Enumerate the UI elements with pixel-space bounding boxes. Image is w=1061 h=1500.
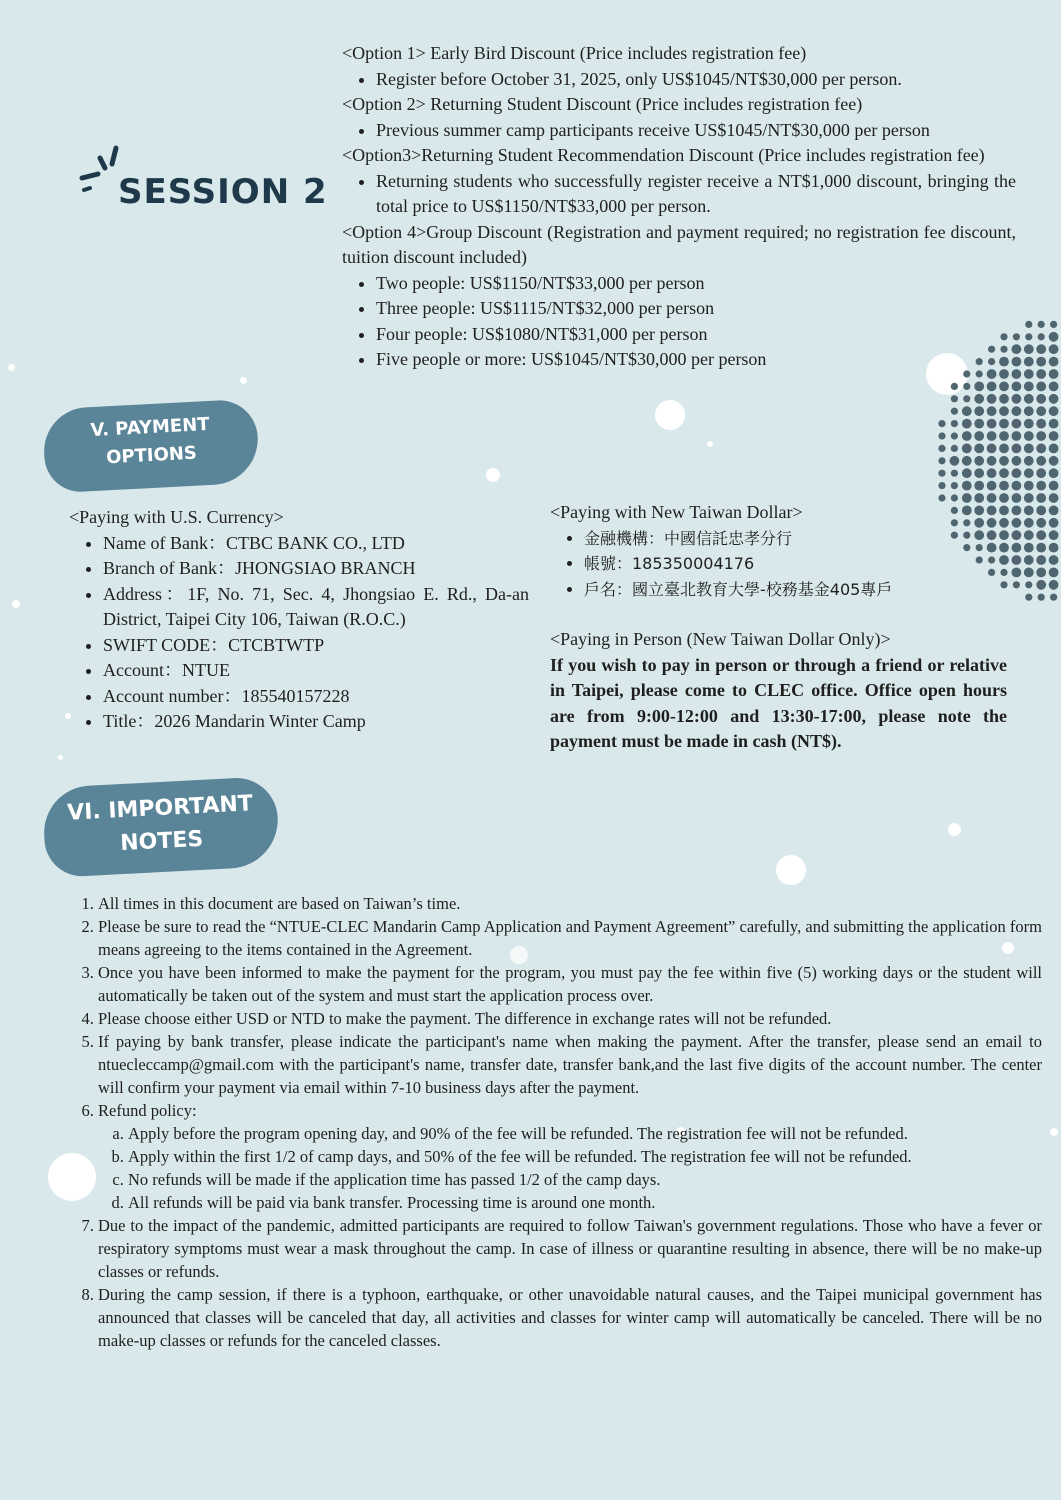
- decorative-bubble: [948, 823, 961, 836]
- pay-in-person-text: If you wish to pay in person or through a friend or relative in Taipei, please come to CLEC office. Office open hours are from 9:00-12:00 and 13:30-17:00, please note the payment must be made in cash (NT$).: [550, 654, 1007, 751]
- heading-line: OPTIONS: [105, 442, 198, 469]
- payment-options-heading: [42, 398, 260, 493]
- option-3-heading: <Option3>Returning Student Recommendation Discount (Price includes registration fee): [342, 145, 985, 165]
- decorative-dot: [1024, 431, 1034, 441]
- ntd-heading: <Paying with New Taiwan Dollar>: [550, 502, 803, 522]
- decorative-dot: [1036, 456, 1046, 466]
- decorative-dot: [974, 456, 984, 466]
- decorative-dot: [1036, 481, 1046, 491]
- list-item: • 帳號：185350004176: [584, 551, 1020, 577]
- decorative-dot: [974, 444, 984, 454]
- list-item: • Name of Bank：CTBC BANK CO., LTD: [103, 531, 529, 557]
- decorative-dot: [1024, 555, 1034, 565]
- decorative-dot: [951, 408, 958, 415]
- decorative-dot: [962, 468, 972, 478]
- decorative-dot: [999, 419, 1009, 429]
- decorative-dot: [1012, 481, 1022, 491]
- decorative-dot: [938, 445, 945, 452]
- decorative-dot: [1049, 481, 1059, 491]
- list-item: 8. During the camp session, if there is a typhoon, earthquake, or other unavoidable natural causes, and the Taipei municipal government has announced that classes will be canceled that day, all activities and classes for winter camp will automatically be canceled. There will be no make-up classes or refunds for the canceled classes.: [98, 1283, 1042, 1352]
- decorative-dot: [963, 395, 970, 402]
- list-item: • SWIFT CODE：CTCBTWTP: [103, 633, 529, 659]
- pay-in-person-heading: <Paying in Person (New Taiwan Dollar Only)>: [550, 629, 891, 649]
- refund-policy-list: [98, 1122, 1042, 1214]
- decorative-dot: [1025, 581, 1032, 588]
- decorative-dot: [1012, 406, 1022, 416]
- decorative-dot: [938, 420, 945, 427]
- decorative-bubble: [655, 400, 685, 430]
- decorative-dot: [1049, 530, 1059, 540]
- decorative-dot: [1036, 369, 1046, 379]
- decorative-dot: [1025, 594, 1032, 601]
- decorative-dot: [1049, 419, 1059, 429]
- option-1-heading: <Option 1> Early Bird Discount (Price includes registration fee): [342, 43, 807, 63]
- decorative-dot: [1024, 493, 1034, 503]
- option-2-heading: <Option 2> Returning Student Discount (Price includes registration fee): [342, 94, 863, 114]
- pay-in-person-info: [550, 627, 1007, 755]
- decorative-dot: [1050, 321, 1057, 328]
- decorative-dot: [1024, 568, 1034, 578]
- decorative-bubble: [12, 600, 20, 608]
- decorative-dot: [999, 394, 1009, 404]
- decorative-dot: [974, 419, 984, 429]
- decorative-dot: [1049, 580, 1059, 590]
- decorative-dot: [1025, 321, 1032, 328]
- decorative-dot: [999, 444, 1009, 454]
- decorative-dot: [1036, 406, 1046, 416]
- decorative-dot: [1024, 506, 1034, 516]
- decorative-dot: [999, 468, 1009, 478]
- decorative-dot: [962, 456, 972, 466]
- list-item: 4. Please choose either USD or NTD to make the payment. The difference in exchange rates will not be refunded.: [98, 1007, 1042, 1030]
- decorative-dot: [1049, 568, 1059, 578]
- option-3-list: [342, 169, 1016, 220]
- decorative-dot: [1024, 543, 1034, 553]
- decorative-dot: [1049, 431, 1059, 441]
- decorative-dot: [951, 470, 958, 477]
- list-item: d. All refunds will be paid via bank transfer. Processing time is around one month.: [128, 1191, 1042, 1214]
- decorative-dot: [951, 395, 958, 402]
- decorative-dot: [1024, 394, 1034, 404]
- decorative-dot: [974, 431, 984, 441]
- decorative-dot: [1024, 344, 1034, 354]
- decorative-dot: [1036, 555, 1046, 565]
- decorative-dot: [987, 406, 997, 416]
- decorative-dot: [1024, 419, 1034, 429]
- list-item: c. No refunds will be made if the application time has passed 1/2 of the camp days.: [128, 1168, 1042, 1191]
- decorative-dot: [1024, 530, 1034, 540]
- decorative-dot: [951, 432, 958, 439]
- decorative-dot: [1050, 594, 1057, 601]
- decorative-bubble: [1050, 1128, 1058, 1136]
- decorative-dot: [1049, 394, 1059, 404]
- option-4-list: [342, 271, 1016, 373]
- list-item: 3. Once you have been informed to make the payment for the program, you must pay the fee within five (5) working days or the student will automatically be taken out of the system and must start the application process over.: [98, 961, 1042, 1007]
- decorative-dot: [1049, 493, 1059, 503]
- decorative-dot: [987, 419, 997, 429]
- decorative-dot: [962, 406, 972, 416]
- decorative-dot: [951, 420, 958, 427]
- decorative-bubble: [776, 855, 806, 885]
- decorative-bubble: [240, 377, 247, 384]
- decorative-dot: [938, 470, 945, 477]
- ntd-payment-info: [550, 500, 1020, 602]
- list-item: 5. If paying by bank transfer, please indicate the participant's name when making the payment. After the transfer, please send an email to ntuecleccamp@gmail.com with the participant's name, transfer date, transfer bank,and the last five digits of the account number. The center will confirm your payment via email within 7-10 business days after the payment.: [98, 1030, 1042, 1099]
- list-item: • Register before October 31, 2025, only US$1045/NT$30,000 per person.: [376, 67, 1016, 93]
- decorative-dot: [1024, 406, 1034, 416]
- decorative-dot: [1012, 444, 1022, 454]
- decorative-dot: [962, 444, 972, 454]
- session-title: SESSION 2: [118, 172, 328, 212]
- list-item: • Five people or more: US$1045/NT$30,000 per person: [376, 347, 1016, 373]
- important-notes-list: [78, 892, 1042, 1352]
- decorative-dot: [1049, 543, 1059, 553]
- refund-policy-label: Refund policy:: [98, 1101, 197, 1120]
- decorative-dot: [1038, 333, 1045, 340]
- decorative-dot: [1012, 431, 1022, 441]
- decorative-dot: [1049, 468, 1059, 478]
- list-item: • Account：NTUE: [103, 658, 529, 684]
- decorative-dot: [1012, 419, 1022, 429]
- decorative-dot: [1049, 444, 1059, 454]
- decorative-dot: [999, 456, 1009, 466]
- decorative-dot: [1036, 419, 1046, 429]
- list-item: a. Apply before the program opening day, and 90% of the fee will be refunded. The registration fee will not be refunded.: [128, 1122, 1042, 1145]
- decorative-dot: [974, 382, 984, 392]
- decorative-dot: [999, 431, 1009, 441]
- decorative-dot: [938, 457, 945, 464]
- list-item: • Previous summer camp participants receive US$1045/NT$30,000 per person: [376, 118, 1016, 144]
- decorative-dot: [987, 468, 997, 478]
- option-2-list: [342, 118, 1016, 144]
- list-item: • Address：1F, No. 71, Sec. 4, Jhongsiao E. Rd., Da-an District, Taipei City 106, Taiwan (R.O.C.): [103, 582, 529, 633]
- decorative-dot: [1036, 518, 1046, 528]
- list-item: b. Apply within the first 1/2 of camp days, and 50% of the fee will be refunded. The registration fee will not be refunded.: [128, 1145, 1042, 1168]
- decorative-dot: [951, 383, 958, 390]
- decorative-dot: [1024, 357, 1034, 367]
- decorative-dot: [1036, 431, 1046, 441]
- decorative-dot: [1036, 444, 1046, 454]
- heading-line: V. PAYMENT: [90, 413, 211, 442]
- decorative-dot: [1036, 493, 1046, 503]
- list-item: 7. Due to the impact of the pandemic, admitted participants are required to follow Taiwan's government regulations. Those who have a fever or respiratory symptoms must wear a mask throughout the camp. In case of illness or quarantine resulting in absence, there will be no make-up classes or refunds.: [98, 1214, 1042, 1283]
- decorative-dot: [1025, 333, 1032, 340]
- decorative-dot: [1036, 382, 1046, 392]
- decorative-dot: [950, 456, 960, 466]
- decorative-dot: [962, 481, 972, 491]
- decorative-dot: [1036, 580, 1046, 590]
- ntd-details-list: [550, 526, 1020, 603]
- decorative-dot: [1036, 344, 1046, 354]
- decorative-dot: [999, 481, 1009, 491]
- decorative-bubble: [707, 441, 713, 447]
- decorative-dot: [974, 481, 984, 491]
- decorative-dot: [1024, 468, 1034, 478]
- decorative-dot: [987, 456, 997, 466]
- decorative-dot: [1012, 456, 1022, 466]
- decorative-dot: [987, 481, 997, 491]
- decorative-dot: [1036, 506, 1046, 516]
- decorative-dot: [1024, 444, 1034, 454]
- decorative-dot: [962, 419, 972, 429]
- decorative-dot: [1024, 456, 1034, 466]
- list-item: • Title：2026 Mandarin Winter Camp: [103, 709, 529, 735]
- decorative-dot: [1049, 406, 1059, 416]
- list-item: • Returning students who successfully register receive a NT$1,000 discount, bringing the total price to US$1150/NT$33,000 per person.: [376, 169, 1016, 220]
- usd-details-list: [69, 531, 529, 735]
- decorative-dot: [963, 383, 970, 390]
- decorative-dot: [974, 394, 984, 404]
- list-item: • Two people: US$1150/NT$33,000 per person: [376, 271, 1016, 297]
- usd-heading: <Paying with U.S. Currency>: [69, 507, 284, 527]
- decorative-dot: [1012, 382, 1022, 392]
- decorative-dot: [938, 432, 945, 439]
- decorative-dot: [999, 382, 1009, 392]
- decorative-dot: [1049, 382, 1059, 392]
- decorative-bubble: [58, 755, 63, 760]
- important-notes-heading: [42, 776, 280, 878]
- discount-options: [342, 41, 1016, 373]
- decorative-dot: [1012, 394, 1022, 404]
- list-item: • Branch of Bank：JHONGSIAO BRANCH: [103, 556, 529, 582]
- option-1-list: [342, 67, 1016, 93]
- option-4-heading: <Option 4>Group Discount (Registration and payment required; no registration fee discount, tuition discount included): [342, 221, 1016, 267]
- decorative-dot: [951, 445, 958, 452]
- decorative-dot: [1036, 468, 1046, 478]
- list-item: • 金融機構：中國信託忠孝分行: [584, 526, 1020, 552]
- decorative-dot: [1036, 357, 1046, 367]
- decorative-dot: [987, 394, 997, 404]
- decorative-dot: [987, 444, 997, 454]
- decorative-dot: [974, 468, 984, 478]
- decorative-dot: [962, 431, 972, 441]
- decorative-dot: [1049, 506, 1059, 516]
- decorative-dot: [1049, 555, 1059, 565]
- decorative-dot: [1024, 382, 1034, 392]
- decorative-dot: [987, 431, 997, 441]
- decorative-dot: [999, 406, 1009, 416]
- decorative-dot: [1038, 594, 1045, 601]
- decorative-dot: [1024, 481, 1034, 491]
- decorative-dot: [1049, 332, 1059, 342]
- decorative-bubble: [486, 468, 500, 482]
- list-item: • Account number：185540157228: [103, 684, 529, 710]
- list-item: • Three people: US$1115/NT$32,000 per person: [376, 296, 1016, 322]
- list-item: 1. All times in this document are based on Taiwan’s time.: [98, 892, 1042, 915]
- decorative-dot: [1024, 518, 1034, 528]
- decorative-dot: [1036, 394, 1046, 404]
- decorative-dot: [1049, 518, 1059, 528]
- decorative-dot: [1049, 357, 1059, 367]
- list-item: • 戶名：國立臺北教育大學-校務基金405專戶: [584, 577, 1020, 603]
- decorative-dot: [1049, 344, 1059, 354]
- decorative-dot: [1024, 369, 1034, 379]
- decorative-dot: [951, 482, 958, 489]
- list-item: • Four people: US$1080/NT$31,000 per person: [376, 322, 1016, 348]
- list-item: 2. Please be sure to read the “NTUE-CLEC Mandarin Camp Application and Payment Agreement” carefully, and submitting the application form means agreeing to the items contained in the Agreement.: [98, 915, 1042, 961]
- decorative-dot: [974, 406, 984, 416]
- decorative-dot: [1036, 530, 1046, 540]
- decorative-dot: [1038, 321, 1045, 328]
- heading-line: NOTES: [119, 826, 204, 857]
- decorative-dot: [1049, 369, 1059, 379]
- decorative-dot: [1036, 568, 1046, 578]
- decorative-dot: [1049, 456, 1059, 466]
- refund-policy-item: [98, 1099, 1042, 1214]
- decorative-dot: [1012, 468, 1022, 478]
- heading-line: VI. IMPORTANT: [66, 791, 254, 826]
- decorative-dot: [938, 482, 945, 489]
- decorative-dot: [1036, 543, 1046, 553]
- decorative-dot: [987, 382, 997, 392]
- usd-payment-info: [69, 505, 529, 735]
- decorative-bubble: [8, 364, 15, 371]
